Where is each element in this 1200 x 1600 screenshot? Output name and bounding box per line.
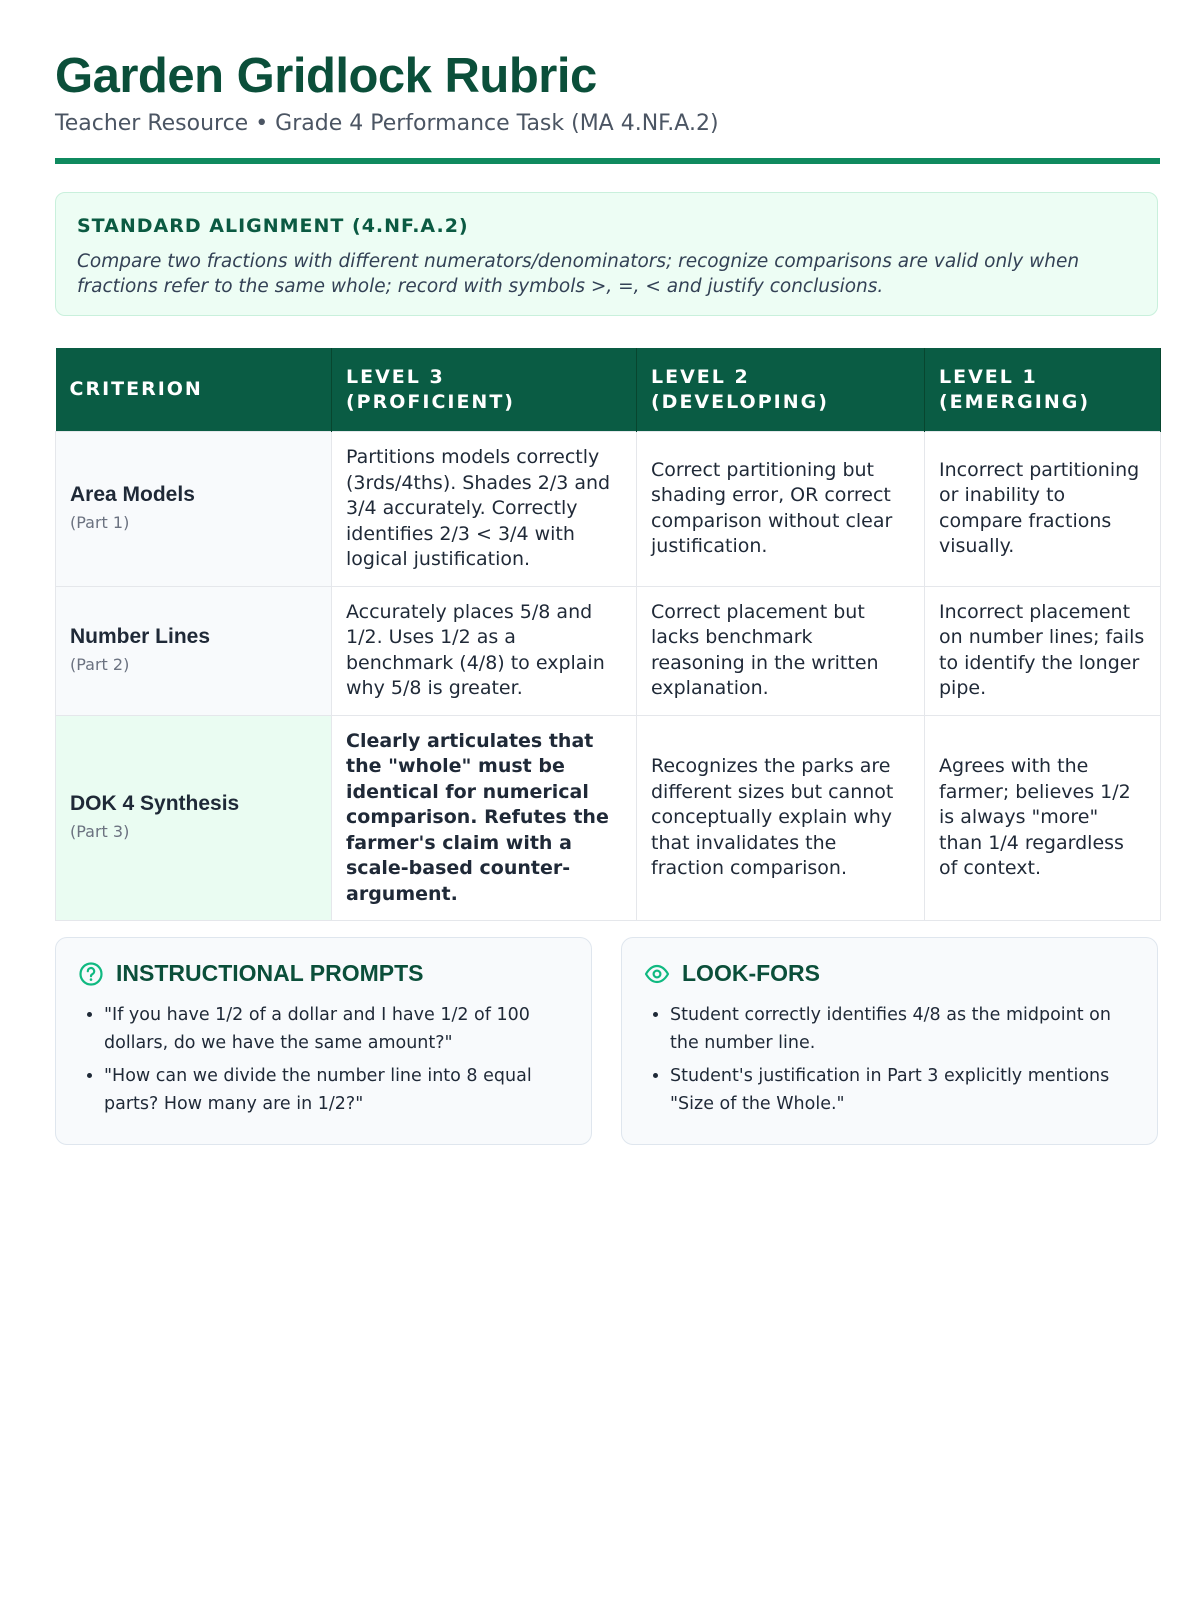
standard-description: Compare two fractions with different numerators/denominators; recognize comparisons are valid only when fractions refer to the same whole; record with symbols >, =, < and justify conclusions.: [77, 251, 1080, 297]
column-header-level-2: LEVEL 2 (DEVELOPING): [637, 348, 925, 432]
page-title: Garden Gridlock Rubric: [55, 49, 597, 103]
instructional-prompts-card: [55, 937, 592, 1145]
criterion-name: Area Models: [70, 482, 195, 506]
level-3-cell: Accurately places 5/8 and 1/2. Uses 1/2 as a benchmark (4/8) to explain why 5/8 is greater.: [332, 586, 637, 715]
criterion-name: DOK 4 Synthesis: [70, 791, 240, 815]
criterion-cell: [56, 715, 332, 921]
criterion-part: (Part 1): [70, 513, 130, 533]
level-2-cell: Correct placement but lacks benchmark reasoning in the written explanation.: [637, 586, 925, 715]
level-3-cell: Clearly articulates that the "whole" must be identical for numerical comparison. Refutes the farmer's claim with a scale-based counter-argument.: [332, 715, 637, 921]
look-fors-list: [644, 1001, 1135, 1118]
title-divider: [55, 158, 1160, 164]
standard-alignment-box: [55, 192, 1158, 316]
criterion-part: (Part 3): [70, 822, 130, 842]
level-1-cell: Incorrect placement on number lines; fails to identify the longer pipe.: [925, 586, 1161, 715]
criterion-cell: [56, 586, 332, 715]
table-row: [56, 432, 1161, 587]
criterion-name: Number Lines: [70, 624, 211, 648]
table-row: [56, 715, 1161, 921]
rubric-table: [55, 348, 1161, 921]
column-header-level-1: LEVEL 1 (EMERGING): [925, 348, 1161, 432]
list-item: • "How can we divide the number line into 8 equal parts? How many are in 1/2?": [104, 1062, 569, 1118]
look-fors-card: [621, 937, 1158, 1145]
column-header-criterion: CRITERION: [56, 348, 332, 432]
eye-icon: [644, 961, 670, 987]
rubric-header-row: [56, 348, 1161, 432]
look-fors-title: LOOK-FORS: [682, 960, 820, 986]
level-2-cell: Correct partitioning but shading error, OR correct comparison without clear justification.: [637, 432, 925, 587]
list-item: • Student correctly identifies 4/8 as the midpoint on the number line.: [670, 1001, 1135, 1057]
table-row: [56, 586, 1161, 715]
level-1-cell: Agrees with the farmer; believes 1/2 is always "more" than 1/4 regardless of context.: [925, 715, 1161, 921]
column-header-level-3: LEVEL 3 (PROFICIENT): [332, 348, 637, 432]
level-3-cell: Partitions models correctly (3rds/4ths). Shades 2/3 and 3/4 accurately. Correctly identifies 2/3 < 3/4 with logical justification.: [332, 432, 637, 587]
criterion-cell: [56, 432, 332, 587]
prompts-list: [78, 1001, 569, 1118]
standard-heading: STANDARD ALIGNMENT (4.NF.A.2): [77, 215, 469, 237]
level-1-cell: Incorrect partitioning or inability to compare fractions visually.: [925, 432, 1161, 587]
list-item: • "If you have 1/2 of a dollar and I have 1/2 of 100 dollars, do we have the same amount?": [104, 1001, 569, 1057]
page-subtitle: Teacher Resource • Grade 4 Performance Task (MA 4.NF.A.2): [55, 111, 719, 136]
level-2-cell: Recognizes the parks are different sizes but cannot conceptually explain why that invalidates the fraction comparison.: [637, 715, 925, 921]
question-circle-icon: [78, 961, 104, 987]
criterion-part: (Part 2): [70, 655, 130, 674]
list-item: • Student's justification in Part 3 explicitly mentions "Size of the Whole.": [670, 1062, 1135, 1118]
instructional-prompts-title: INSTRUCTIONAL PROMPTS: [116, 960, 424, 986]
